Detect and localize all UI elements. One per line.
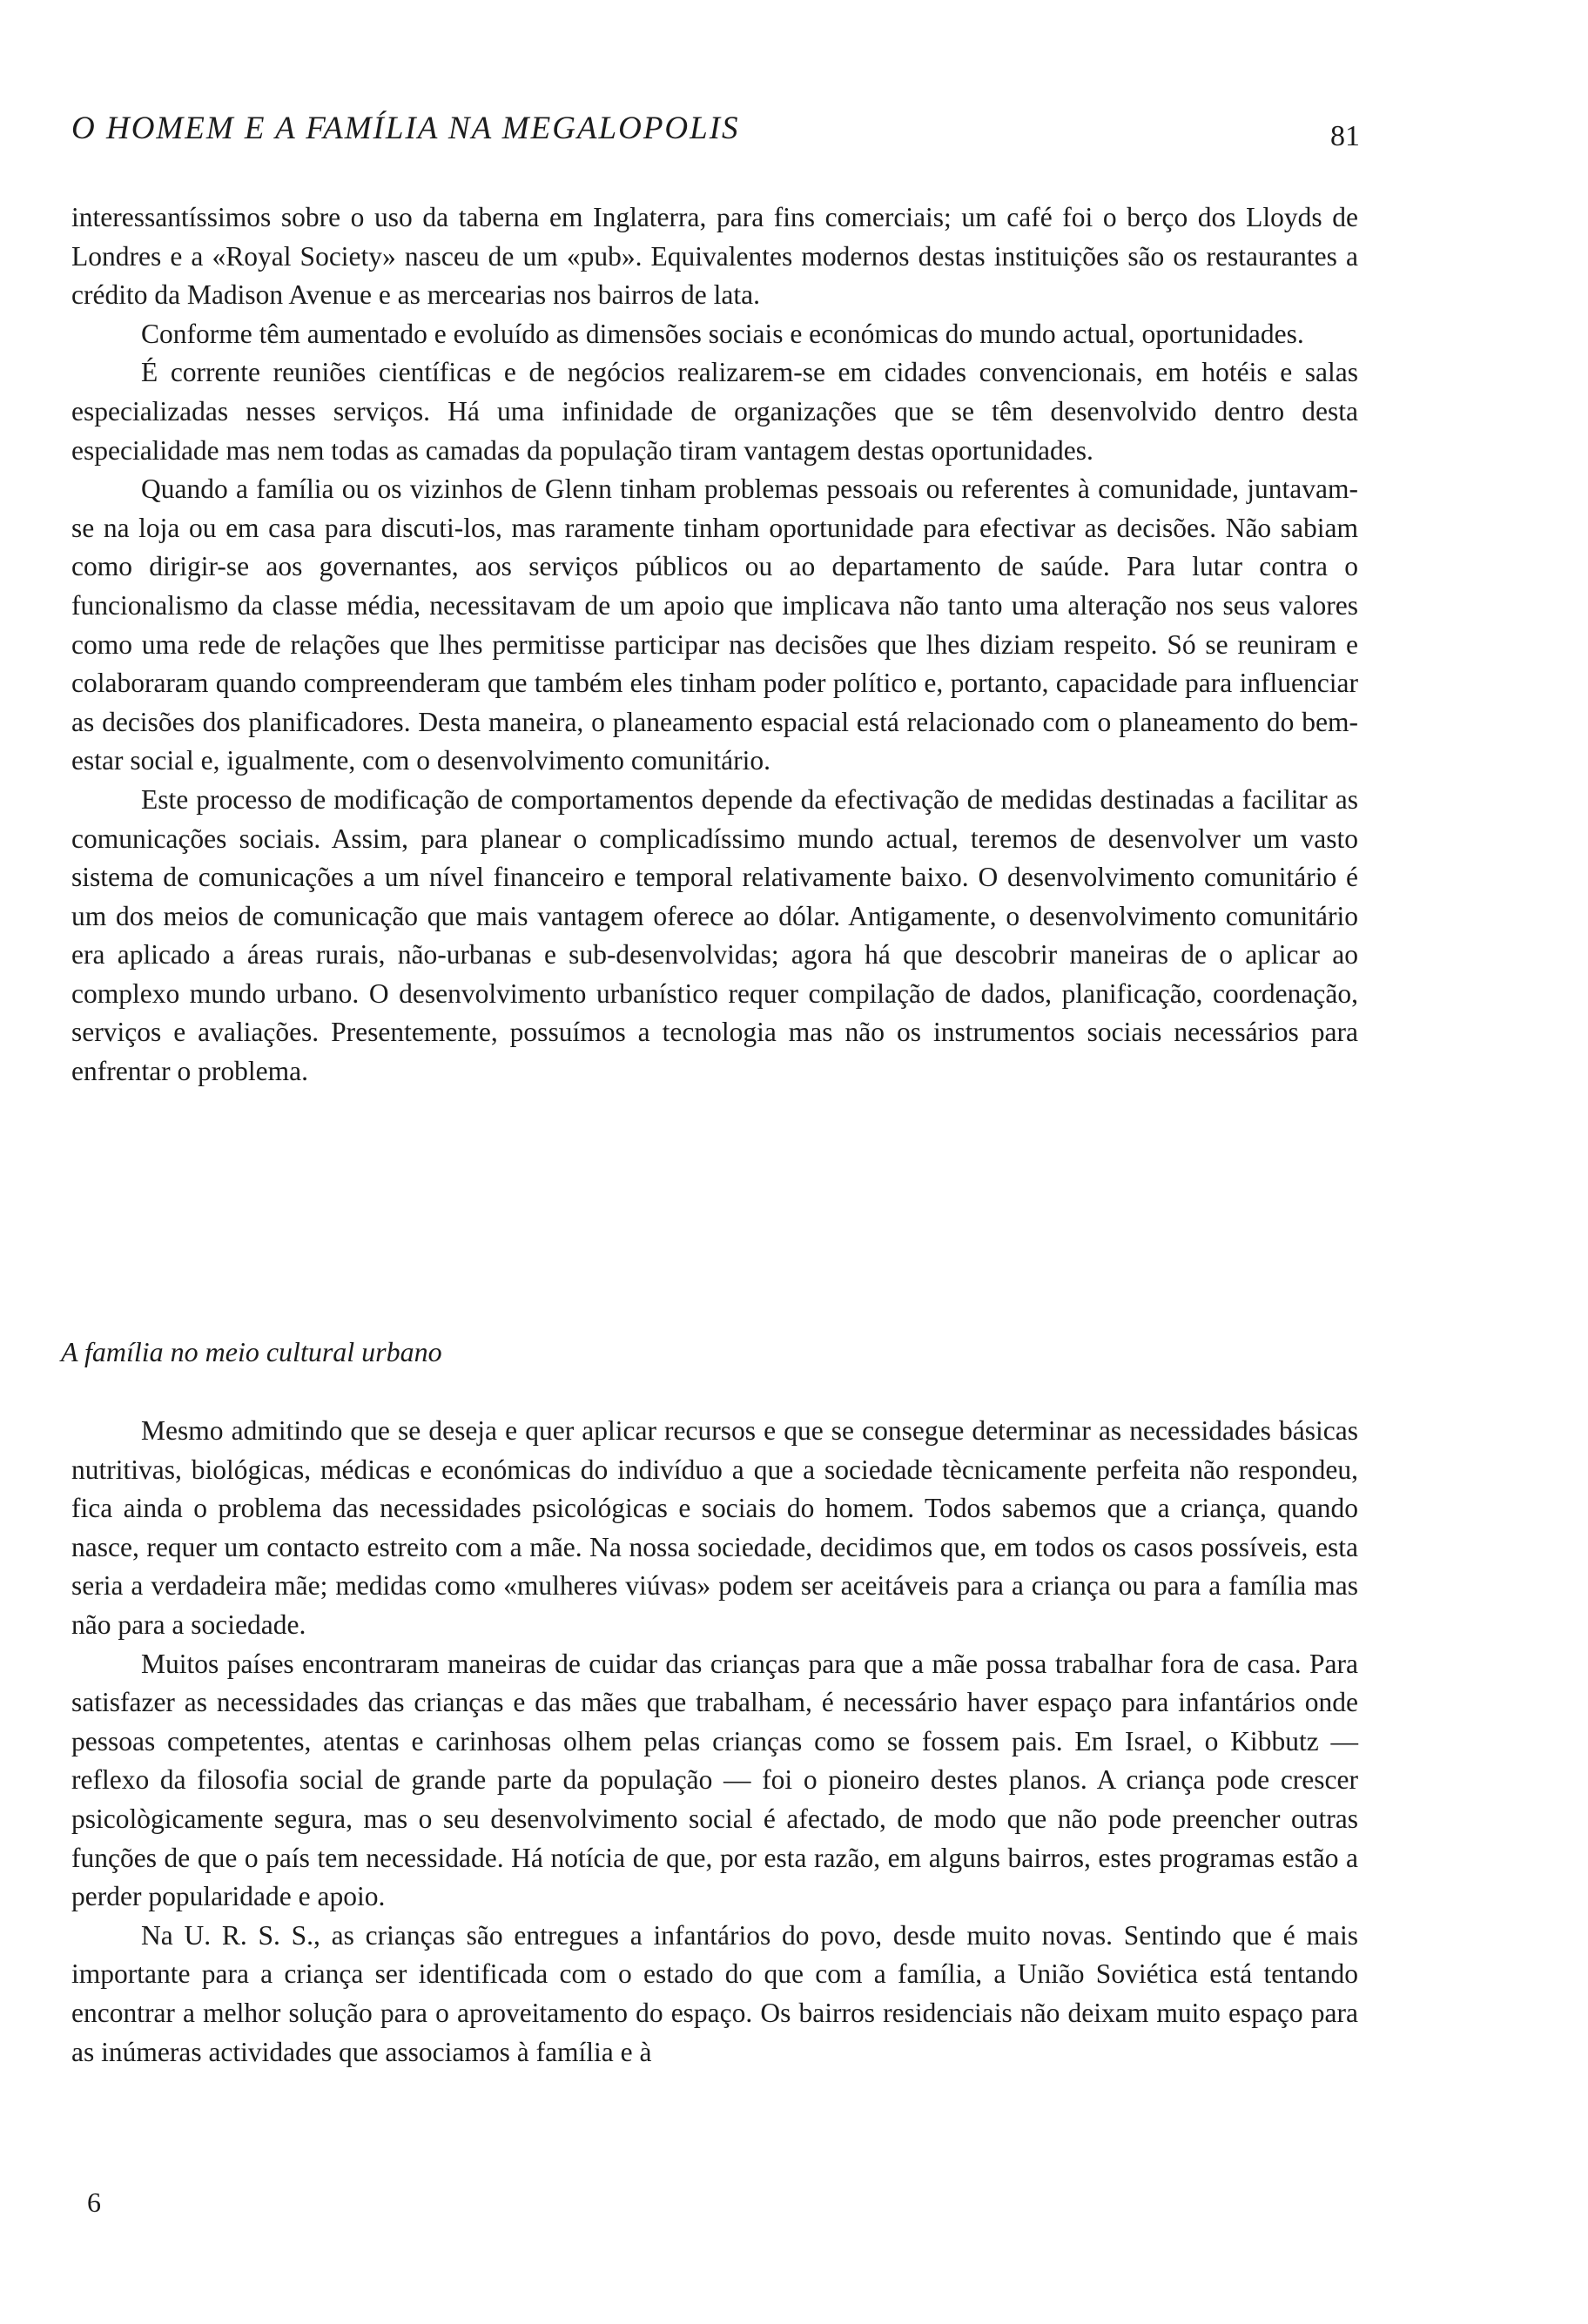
running-header — [71, 110, 1360, 162]
paragraph: Quando a família ou os vizinhos de Glenn tinham problemas pessoais ou referentes à comunidade, juntavam-se na loja ou em casa para discuti-los, mas raramente tinham oportunidade para efectivar as decisões. Não sabiam como dirigir-se aos governantes, aos serviços públicos ou ao departamento de saúde. Para lutar contra o funcionalismo da classe média, necessitavam de um apoio que implicava não tanto uma alteração nos seus valores como uma rede de relações que lhes permitisse participar nas decisões que lhes diziam respeito. Só se reuniram e colaboraram quando compreenderam que também eles tinham poder político e, portanto, capacidade para influenciar as decisões dos planificadores. Desta maneira, o planeamento espacial está relacionado com o planeamento do bem-estar social e, igualmente, com o desenvolvimento comunitário. — [71, 474, 1358, 776]
section-heading: A família no meio cultural urbano — [61, 1336, 442, 1367]
paragraph: interessantíssimos sobre o uso da taberna em Inglaterra, para fins comerciais; um café foi o berço dos Lloyds de Londres e a «Royal Society» nasceu de um «pub». Equivalentes modernos destas instituições são os restaurantes a crédito da Madison Avenue e as mercearias nos bairros de lata. — [71, 202, 1358, 311]
running-title: O HOMEM E A FAMÍLIA NA MEGALOPOLIS — [71, 111, 740, 146]
paragraph: É corrente reuniões científicas e de negócios realizarem-se em cidades convencionais, em hotéis e salas especializadas nesses serviços. Há uma infinidade de organizações que se têm desenvolvido dentro desta especialidade mas nem todas as camadas da população tiram vantagem destas oportunidades. — [71, 357, 1358, 466]
page-number: 81 — [1330, 120, 1360, 152]
paragraph: Mesmo admitindo que se deseja e quer aplicar recursos e que se consegue determinar as necessidades básicas nutritivas, biológicas, médicas e económicas do indivíduo a que a sociedade tècnicamente perfeita não respondeu, fica ainda o problema das necessidades psicológicas e sociais do homem. Todos sabemos que a criança, quando nasce, requer um contacto estreito com a mãe. Na nossa sociedade, decidimos que, em todos os casos possíveis, esta seria a verdadeira mãe; medidas como «mulheres viúvas» podem ser aceitáveis para a criança ou para a família mas não para a sociedade. — [71, 1415, 1358, 1640]
signature-number: 6 — [87, 2186, 101, 2218]
body-text-bottom — [71, 1412, 1358, 2072]
paragraph: Muitos países encontraram maneiras de cuidar das crianças para que a mãe possa trabalhar fora de casa. Para satisfazer as necessidades das crianças e das mães que trabalham, é necessário haver espaço para infantários onde pessoas competentes, atentas e carinhosas olhem pelas crianças como se fossem pais. Em Israel, o Kibbutz — reflexo da filosofia social de grande parte da população — foi o pioneiro destes planos. A criança pode crescer psicològicamente segura, mas o seu desenvolvimento social é afectado, de modo que não pode preencher outras funções de que o país tem necessidade. Há notícia de que, por esta razão, em alguns bairros, estes programas estão a perder popularidade e apoio. — [71, 1648, 1358, 1912]
paragraph: Conforme têm aumentado e evoluído as dimensões sociais e económicas do mundo actual, oportunidades. — [141, 318, 1304, 349]
body-text-top — [71, 198, 1358, 1091]
paragraph: Este processo de modificação de comportamentos depende da efectivação de medidas destinadas a facilitar as comunicações sociais. Assim, para planear o complicadíssimo mundo actual, teremos de desenvolver um vasto sistema de comunicações a um nível financeiro e temporal relativamente baixo. O desenvolvimento comunitário é um dos meios de comunicação que mais vantagem oferece ao dólar. Antigamente, o desenvolvimento comunitário era aplicado a áreas rurais, não-urbanas e sub-desenvolvidas; agora há que descobrir maneiras de o aplicar ao complexo mundo urbano. O desenvolvimento urbanístico requer compilação de dados, planificação, coordenação, serviços e avaliações. Presentemente, possuímos a tecnologia mas não os instrumentos sociais necessários para enfrentar o problema. — [71, 783, 1358, 1087]
paragraph: Na U. R. S. S., as crianças são entregues a infantários do povo, desde muito novas. Sentindo que é mais importante para a criança ser identificada com o estado do que com a família, a União Soviética está tentando encontrar a melhor solução para o aproveitamento do espaço. Os bairros residenciais não deixam muito espaço para as inúmeras actividades que associamos à família e à — [71, 1919, 1358, 2067]
